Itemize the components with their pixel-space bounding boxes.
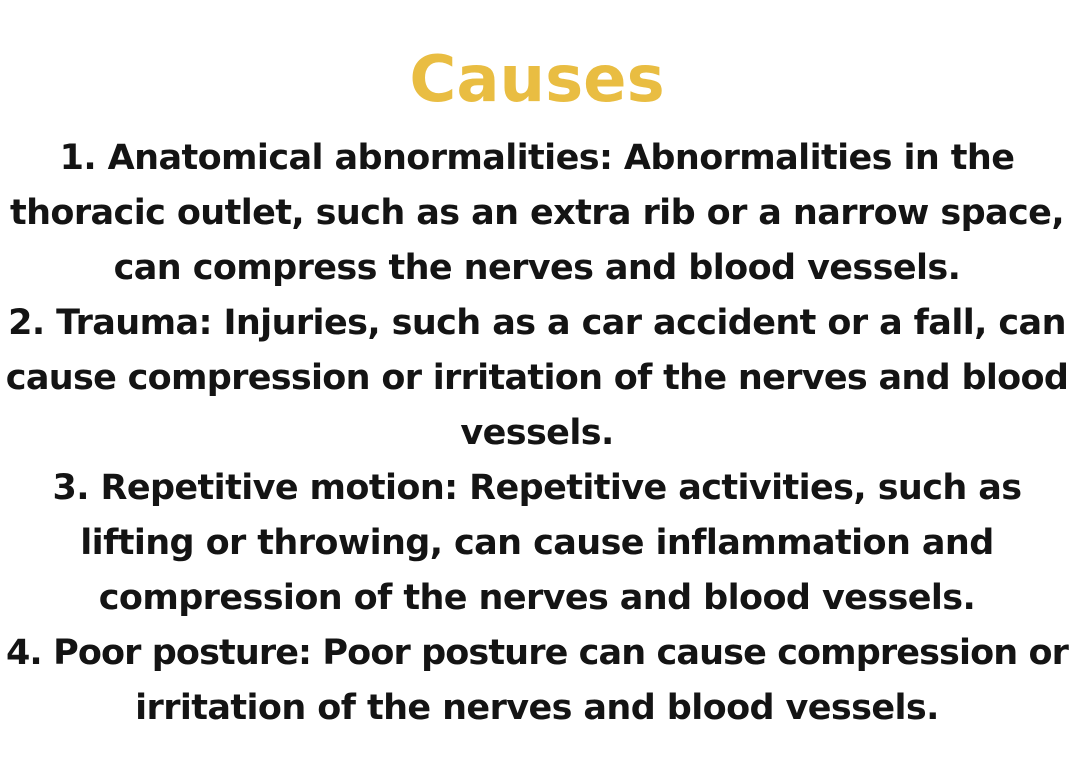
cause-1-line-1: 1. Anatomical abnormalities: Abnormalities in the bbox=[59, 138, 1015, 178]
page-title: Causes bbox=[409, 43, 665, 117]
cause-3-line-1: 3. Repetitive motion: Repetitive activities, such as bbox=[52, 468, 1022, 508]
causes-list bbox=[0, 131, 1074, 736]
cause-2-line-1: 2. Trauma: Injuries, such as a car accident or a fall, can bbox=[8, 303, 1066, 343]
cause-1-line-3: can compress the nerves and blood vessels. bbox=[113, 248, 961, 288]
cause-3-line-2: lifting or throwing, can cause inflammation and bbox=[80, 523, 994, 563]
cause-3-line-3: compression of the nerves and blood vessels. bbox=[98, 578, 976, 618]
cause-2-line-3: vessels. bbox=[460, 413, 614, 453]
cause-4-line-1: 4. Poor posture: Poor posture can cause compression or bbox=[5, 633, 1069, 673]
cause-4-line-2: irritation of the nerves and blood vessels. bbox=[135, 688, 939, 728]
cause-2-line-2: cause compression or irritation of the nerves and blood bbox=[5, 358, 1069, 398]
cause-1-line-2: thoracic outlet, such as an extra rib or a narrow space, bbox=[9, 193, 1065, 233]
